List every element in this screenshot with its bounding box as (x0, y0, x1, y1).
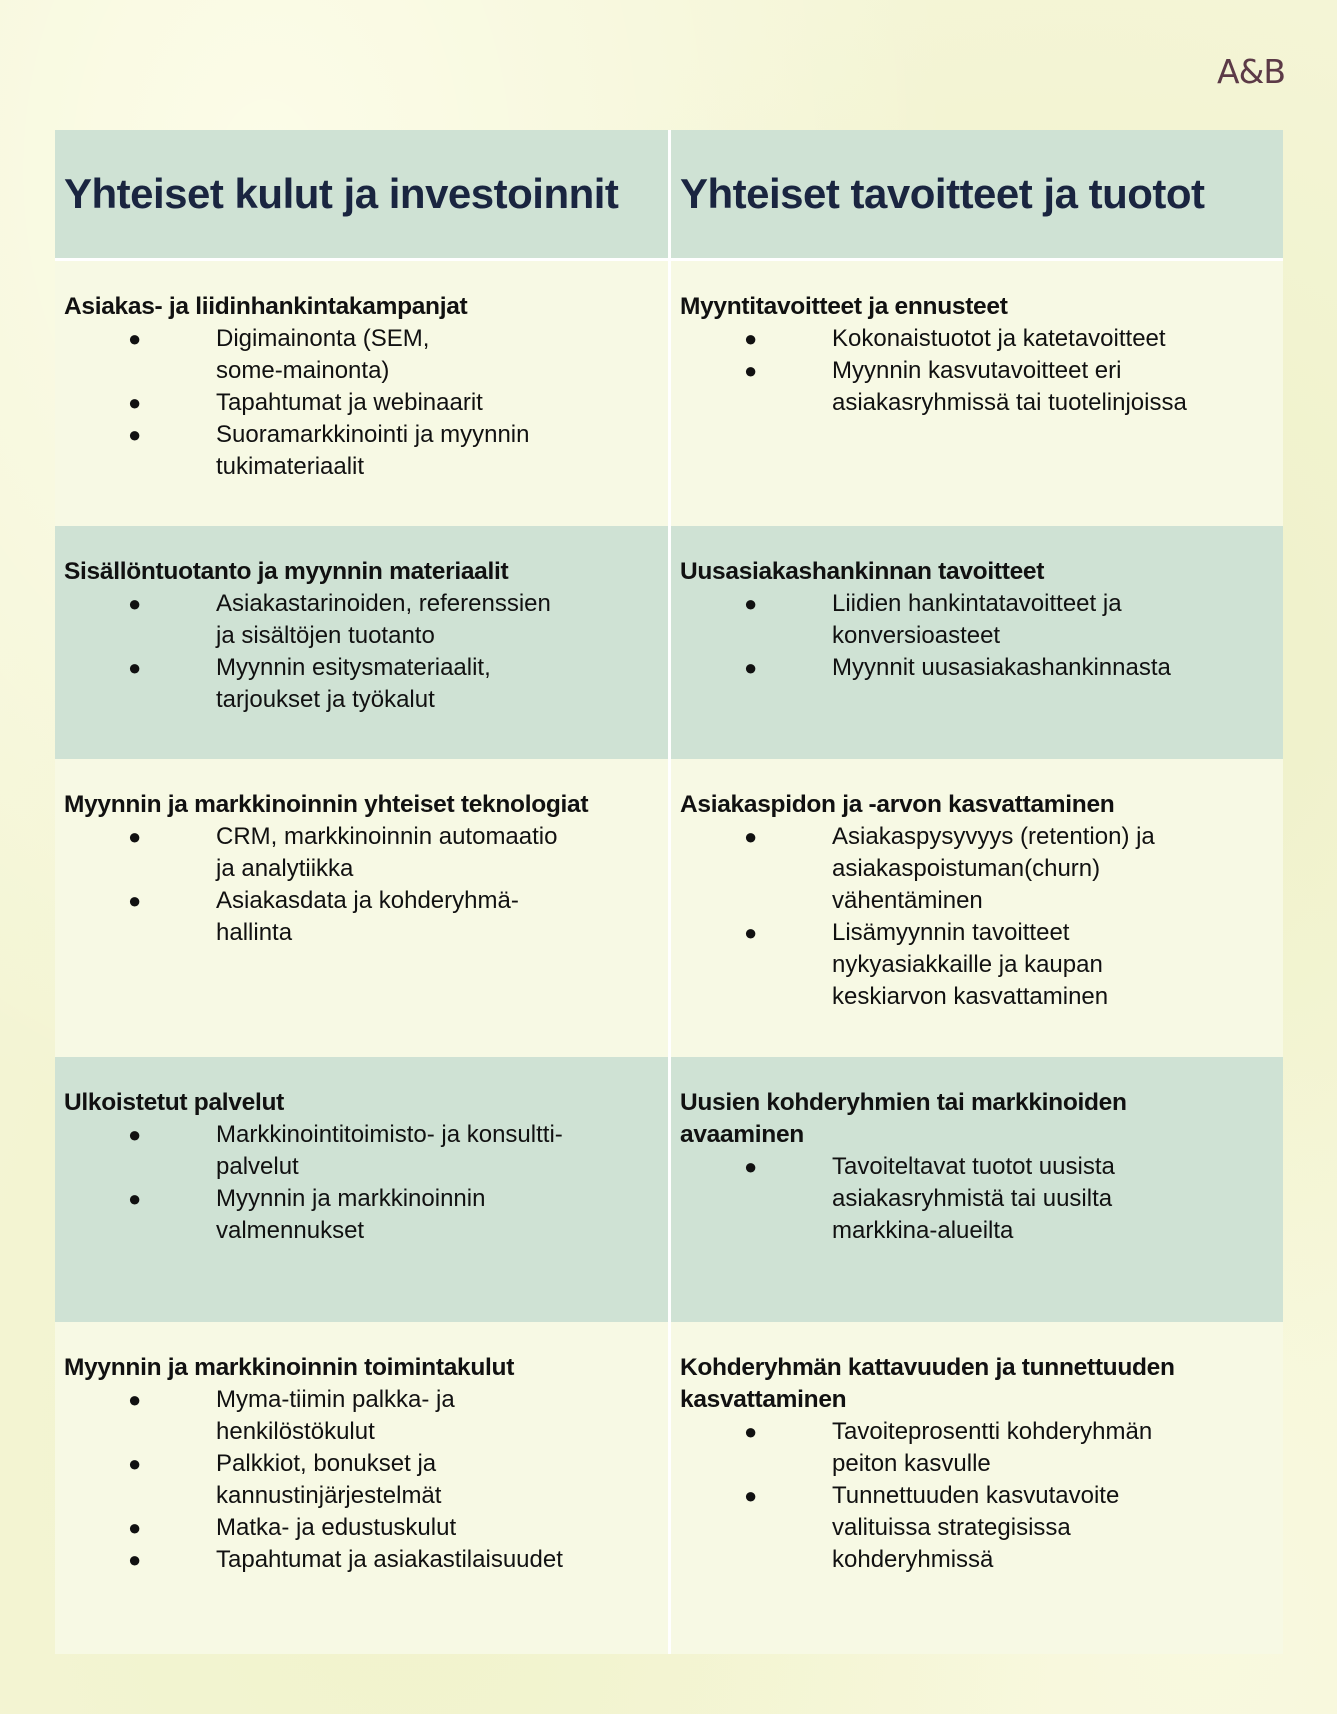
bullet-list (680, 323, 1273, 419)
list-item (64, 652, 658, 716)
bullet-icon: ● (128, 888, 142, 913)
bullet-icon: ● (744, 358, 758, 383)
bullet-icon: ● (128, 1387, 142, 1412)
list-item-text: Myynnit uusasiakashankinnasta (832, 654, 1171, 681)
list-item-text: Matka- ja edustuskulut (216, 1514, 457, 1541)
bullet-icon: ● (744, 655, 758, 680)
bullet-icon: ● (744, 591, 758, 616)
list-item (64, 821, 658, 885)
list-item-text: Kokonaistuotot ja katetavoitteet (832, 325, 1166, 352)
table-cell-right (668, 1057, 1283, 1322)
bullet-icon: ● (744, 920, 758, 945)
list-item (64, 323, 658, 387)
list-item (64, 1544, 658, 1576)
brand-logo: A&B (1217, 52, 1285, 91)
list-item (64, 387, 658, 419)
bullet-icon: ● (128, 1122, 142, 1147)
list-item (680, 1480, 1273, 1576)
table-cell-left (55, 261, 668, 526)
bullet-list (680, 821, 1273, 1013)
list-item-text: Markkinointitoimisto- ja konsultti- palvelut (216, 1121, 563, 1180)
header-cell-left (55, 130, 668, 258)
list-item (64, 1512, 658, 1544)
list-item-text: CRM, markkinoinnin automaatio ja analytiikka (216, 823, 558, 882)
list-item-text: Tavoiteltavat tuotot uusista asiakasryhmistä tai uusilta markkina-alueilta (832, 1153, 1115, 1244)
bullet-icon: ● (128, 390, 142, 415)
table-cell-left (55, 1057, 668, 1322)
table-row (55, 526, 1283, 759)
bullet-list (64, 821, 658, 949)
table-row (55, 1057, 1283, 1322)
section-title: Uusasiakashankinnan tavoitteet (680, 558, 1045, 585)
bullet-list (680, 1151, 1273, 1247)
bullet-icon: ● (744, 1483, 758, 1508)
list-item (64, 1384, 658, 1448)
bullet-list (680, 588, 1273, 684)
column-title-goals: Yhteiset tavoitteet ja tuotot (680, 169, 1205, 217)
list-item-text: Tapahtumat ja webinaarit (216, 389, 483, 416)
section-title: Myynnin ja markkinoinnin yhteiset teknologiat (64, 791, 589, 818)
column-title-costs: Yhteiset kulut ja investoinnit (64, 169, 619, 217)
table-cell-right (668, 759, 1283, 1057)
bullet-list (64, 1119, 658, 1247)
table-cell-right (668, 261, 1283, 526)
table-cell-right (668, 1322, 1283, 1654)
list-item (680, 355, 1273, 419)
bullet-icon: ● (128, 1451, 142, 1476)
list-item (64, 1183, 658, 1247)
list-item (64, 419, 658, 483)
section-title: Kohderyhmän kattavuuden ja tunnettuuden kasvattaminen (680, 1354, 1175, 1413)
table-row (55, 759, 1283, 1057)
bullet-icon: ● (744, 1154, 758, 1179)
list-item (680, 1151, 1273, 1247)
list-item (680, 821, 1273, 917)
list-item (680, 323, 1273, 355)
list-item-text: Tapahtumat ja asiakastilaisuudet (216, 1546, 563, 1573)
list-item-text: Myma-tiimin palkka- ja henkilöstökulut (216, 1386, 455, 1445)
list-item-text: Asiakasdata ja kohderyhmä- hallinta (216, 887, 519, 946)
bullet-icon: ● (128, 422, 142, 447)
section-title: Myynnin ja markkinoinnin toimintakulut (64, 1354, 515, 1381)
list-item (64, 885, 658, 949)
bullet-icon: ● (744, 1419, 758, 1444)
list-item-text: Myynnin kasvutavoitteet eri asiakasryhmissä tai tuotelinjoissa (832, 357, 1187, 416)
bullet-icon: ● (744, 326, 758, 351)
section-title: Asiakaspidon ja -arvon kasvattaminen (680, 791, 1115, 818)
section-title: Asiakas- ja liidinhankintakampanjat (64, 293, 468, 320)
bullet-icon: ● (128, 824, 142, 849)
list-item-text: Asiakastarinoiden, referenssien ja sisältöjen tuotanto (216, 590, 551, 649)
list-item (680, 652, 1273, 684)
bullet-icon: ● (128, 655, 142, 680)
section-title: Uusien kohderyhmien tai markkinoiden avaaminen (680, 1089, 1127, 1148)
list-item (680, 1416, 1273, 1480)
bullet-icon: ● (744, 824, 758, 849)
list-item-text: Asiakaspysyvyys (retention) ja asiakaspoistuman(churn) vähentäminen (832, 823, 1155, 914)
list-item (680, 588, 1273, 652)
list-item-text: Myynnin esitysmateriaalit, tarjoukset ja työkalut (216, 654, 491, 713)
list-item-text: Tunnettuuden kasvutavoite valituissa strategisissa kohderyhmissä (832, 1482, 1120, 1573)
list-item (64, 588, 658, 652)
bullet-icon: ● (128, 1186, 142, 1211)
list-item-text: Lisämyynnin tavoitteet nykyasiakkaille ja kaupan keskiarvon kasvattaminen (832, 919, 1109, 1010)
bullet-list (64, 323, 658, 483)
bullet-icon: ● (128, 1547, 142, 1572)
table-cell-left (55, 1322, 668, 1654)
comparison-table (55, 130, 1283, 1654)
list-item (680, 917, 1273, 1013)
list-item-text: Myynnin ja markkinoinnin valmennukset (216, 1185, 486, 1244)
bullet-icon: ● (128, 591, 142, 616)
list-item (64, 1119, 658, 1183)
table-row (55, 261, 1283, 526)
list-item-text: Tavoiteprosentti kohderyhmän peiton kasvulle (832, 1418, 1153, 1477)
table-cell-left (55, 759, 668, 1057)
bullet-list (64, 1384, 658, 1576)
section-title: Myyntitavoitteet ja ennusteet (680, 293, 1008, 320)
section-title: Sisällöntuotanto ja myynnin materiaalit (64, 558, 509, 585)
bullet-icon: ● (128, 1515, 142, 1540)
table-cell-left (55, 526, 668, 759)
list-item (64, 1448, 658, 1512)
section-title: Ulkoistetut palvelut (64, 1089, 284, 1116)
list-item-text: Palkkiot, bonukset ja kannustinjärjestelmät (216, 1450, 442, 1509)
table-header-row (55, 130, 1283, 261)
table-cell-right (668, 526, 1283, 759)
bullet-list (64, 588, 658, 716)
list-item-text: Digimainonta (SEM, some-mainonta) (216, 325, 430, 384)
list-item-text: Suoramarkkinointi ja myynnin tukimateriaalit (216, 421, 530, 480)
header-cell-right (668, 130, 1283, 258)
list-item-text: Liidien hankintatavoitteet ja konversioasteet (832, 590, 1122, 649)
table-row (55, 1322, 1283, 1654)
bullet-icon: ● (128, 326, 142, 351)
bullet-list (680, 1416, 1273, 1576)
